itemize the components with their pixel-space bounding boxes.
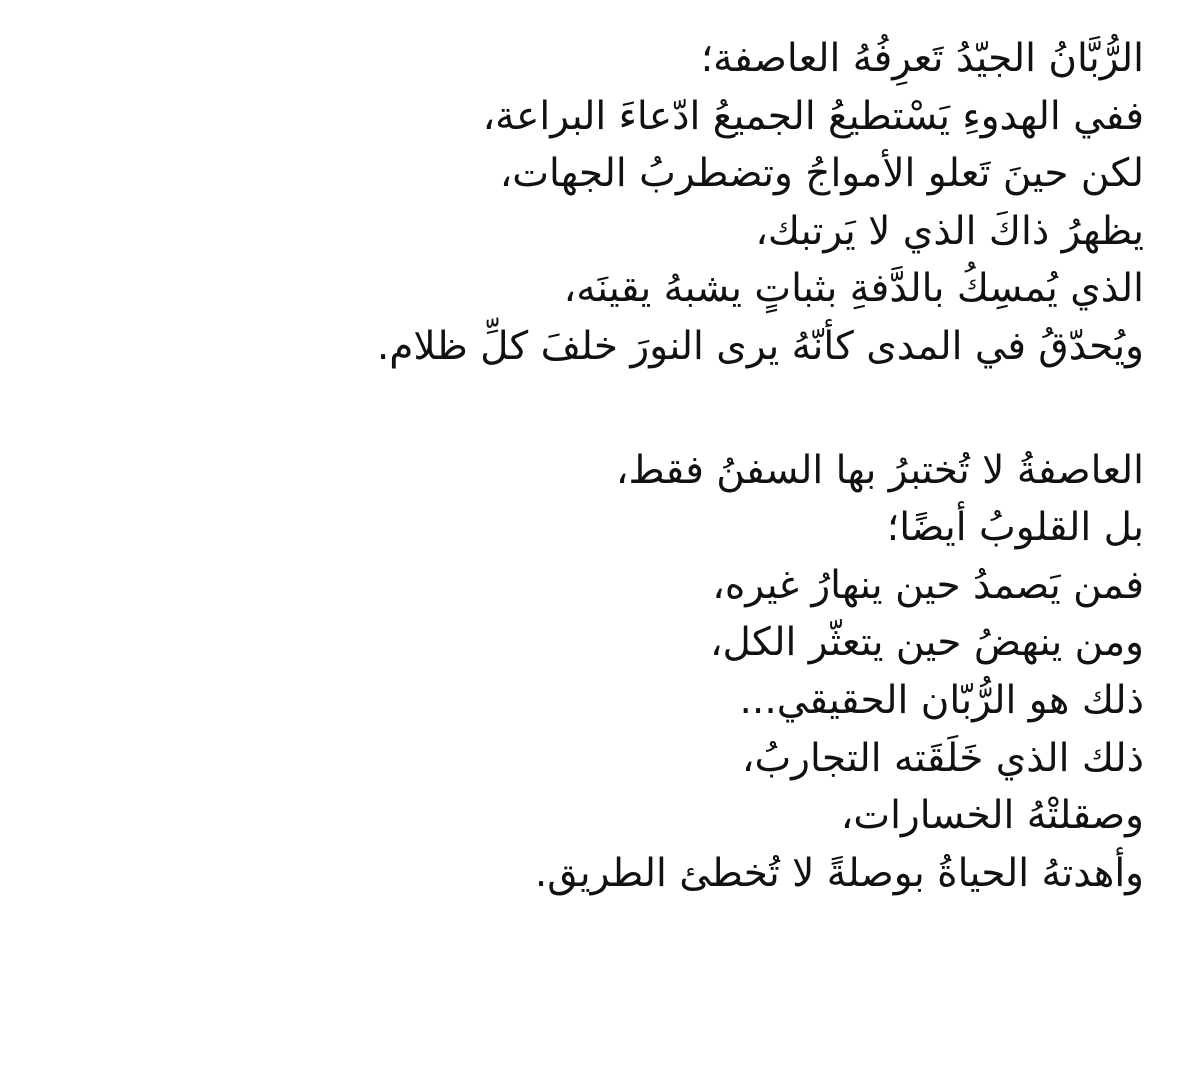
poem-line: لكن حينَ تَعلو الأمواجُ وتضطربُ الجهات، (499, 151, 1144, 197)
poem-line: ذلك الذي خَلَقَته التجاربُ، (741, 735, 1144, 781)
poem-line: العاصفةُ لا تُختبرُ بها السفنُ فقط، (615, 447, 1144, 493)
poem-line: وأهدتهُ الحياةُ بوصلةً لا تُخطئ الطريق. (534, 850, 1144, 896)
poem-line: يظهرُ ذاكَ الذي لا يَرتبك، (755, 208, 1144, 254)
poem-line: الذي يُمسِكُ بالدَّفةِ بثباتٍ يشبهُ يقينَه، (563, 266, 1144, 312)
poem (44, 30, 1144, 902)
poem-line: ويُحدّقُ في المدى كأنّهُ يرى النورَ خلفَ كلِّ ظلام. (376, 323, 1144, 369)
stanza-2 (44, 442, 1144, 903)
poem-line: ففي الهدوءِ يَسْتطيعُ الجميعُ ادّعاءَ البراعة، (482, 93, 1144, 139)
poem-line: وصقلتْهُ الخسارات، (840, 793, 1144, 839)
poem-line: ومن ينهضُ حين يتعثّر الكل، (709, 620, 1144, 666)
poem-line: ذلك هو الرُّبّان الحقيقي... (739, 677, 1144, 723)
poem-line: الرُّبَّانُ الجيّدُ تَعرِفُهُ العاصفة؛ (700, 36, 1144, 81)
poem-line: فمن يَصمدُ حين ينهارُ غيره، (712, 562, 1144, 608)
poem-line: بل القلوبُ أيضًا؛ (886, 505, 1144, 551)
stanza-1 (44, 30, 1144, 376)
